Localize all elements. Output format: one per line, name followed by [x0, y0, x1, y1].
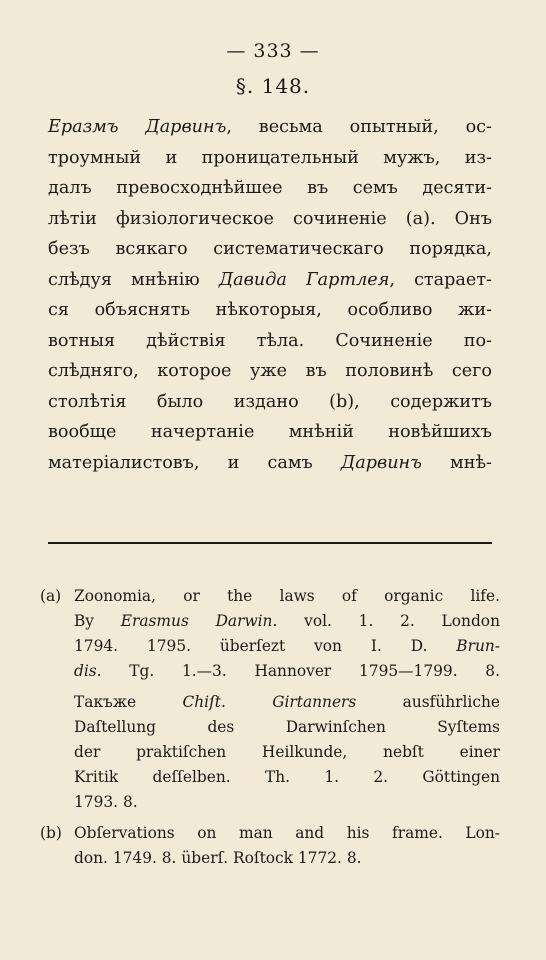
text-line: слѣдняго, которое уже въ половинѣ сего	[48, 361, 492, 381]
footnote-divider	[48, 542, 492, 544]
text-line: далъ превосходнѣйшее въ семъ десяти-	[48, 178, 492, 198]
text-line: столѣтія было издано (b), содержитъ	[48, 391, 492, 412]
footnote-marker: (b)	[40, 824, 62, 842]
section-heading: §. 148.	[235, 74, 311, 98]
author-name: Давида Гартлея	[218, 269, 390, 290]
footnote-line: 1794. 1795. überſezt von I. D. Brun-	[74, 637, 500, 655]
footnote-line: don. 1749. 8. überſ. Roſtock 1772. 8.	[74, 849, 362, 867]
text-line: слѣдуя мнѣнію Давида Гартлея, старает-	[48, 269, 492, 290]
footnote-continuation	[74, 690, 500, 815]
text-line: вообще начертаніе мнѣній новѣйшихъ	[48, 422, 492, 442]
author-name: Дарвинъ	[340, 452, 422, 473]
footnote-line: Такъже Chiſt. Girtanners ausführliche	[74, 693, 500, 711]
footnote-line: der praktiſchen Heilkunde, nebſt einer	[74, 743, 500, 761]
footnote-line: Daſtellung des Darwinſchen Syſtems	[74, 718, 500, 736]
text-line: матеріалистовъ, и самъ Дарвинъ мнѣ-	[48, 452, 493, 473]
main-paragraph	[48, 112, 492, 478]
text-line: вотныя дѣйствія тѣла. Сочиненіе по-	[48, 330, 492, 351]
text-line: лѣтіи физіологическое сочиненіе (а). Онъ	[48, 208, 492, 229]
author-name: Еразмъ Дарвинъ	[48, 117, 227, 137]
footnote-a	[40, 584, 500, 815]
text-line: троумный и проницательный мужъ, из-	[48, 147, 492, 168]
footnote-marker: (a)	[40, 587, 62, 605]
footnote-line: Obſervations on man and his frame. Lon-	[74, 824, 500, 842]
text-line: безъ всякаго систематическаго порядка,	[48, 239, 492, 259]
footnote-line: Kritik deſſelben. Th. 1. 2. Göttingen	[74, 768, 500, 786]
footnotes	[40, 584, 500, 877]
footnote-line: By Erasmus Darwin. vol. 1. 2. London	[74, 612, 500, 630]
text-line: ся объяснять нѣкоторыя, особливо жи-	[48, 300, 492, 320]
footnote-b	[40, 821, 500, 871]
footnote-line: 1793. 8.	[74, 793, 138, 811]
footnote-line: Zoonomia, or the laws of organic life.	[74, 587, 500, 605]
footnote-line: dis. Tg. 1.—3. Hannover 1795—1799. 8.	[74, 662, 500, 680]
page-number: — 333 —	[226, 40, 320, 62]
text-line: Еразмъ Дарвинъ, весьма опытный, ос-	[48, 117, 492, 137]
